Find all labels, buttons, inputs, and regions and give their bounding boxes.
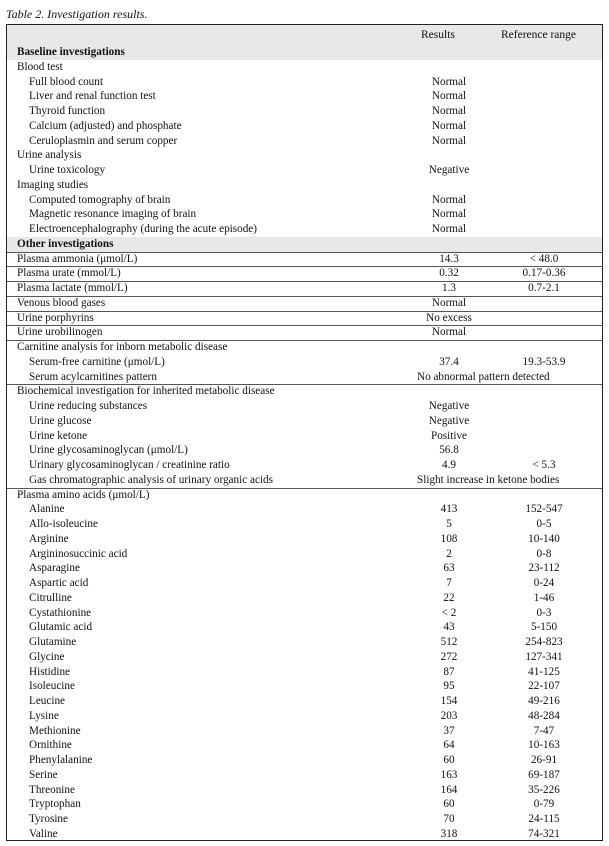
row-label: Thyroid function xyxy=(29,105,106,117)
row-label: Isoleucine xyxy=(29,680,75,693)
result-cell: 63 xyxy=(443,562,455,575)
table-row xyxy=(7,473,602,489)
result-cell: 0.32 xyxy=(439,267,459,280)
row-label: Plasma ammonia (μmol/L) xyxy=(17,252,138,265)
row-label: Urine ketone xyxy=(29,429,88,442)
row-label: Aspartic acid xyxy=(29,577,89,589)
table-row xyxy=(7,591,602,606)
result-cell: 203 xyxy=(440,709,458,722)
row-label: Blood test xyxy=(17,60,63,73)
row-label: Serine xyxy=(29,768,58,781)
result-cell: 108 xyxy=(440,532,458,545)
table-row xyxy=(7,281,602,297)
table-row xyxy=(7,266,602,282)
row-label: Urine toxicology xyxy=(29,164,106,176)
reference-range-cell: 254-823 xyxy=(525,636,563,648)
table-row xyxy=(7,443,602,458)
row-label: Urine porphyrins xyxy=(17,311,94,324)
table-row xyxy=(7,502,602,517)
table-row xyxy=(7,296,602,312)
reference-range-cell: 152-547 xyxy=(525,503,563,516)
table-row xyxy=(7,325,602,341)
result-cell: 318 xyxy=(440,827,458,840)
table-row xyxy=(7,75,602,90)
table-row xyxy=(7,488,602,503)
reference-range-cell: 48-284 xyxy=(528,709,560,722)
result-cell: < 2 xyxy=(441,606,457,619)
reference-range-cell: 69-187 xyxy=(528,768,560,781)
reference-range-cell: 1-46 xyxy=(533,591,555,604)
reference-range-cell: 0-3 xyxy=(536,606,552,619)
table-row xyxy=(7,193,602,208)
table-row xyxy=(7,119,602,134)
result-cell: 60 xyxy=(443,798,455,811)
reference-range-cell: 10-163 xyxy=(528,739,560,752)
result-cell: 512 xyxy=(440,636,458,648)
result-cell: Normal xyxy=(431,119,467,132)
row-label: Urine reducing substances xyxy=(29,400,148,412)
table-row xyxy=(7,311,602,327)
table-row xyxy=(7,576,602,591)
row-label: Plasma urate (mmol/L) xyxy=(17,267,121,280)
row-label: Allo-isoleucine xyxy=(29,518,98,530)
table-row xyxy=(7,163,602,178)
section-header-row xyxy=(7,45,602,60)
table-row xyxy=(7,399,602,414)
reference-range-cell: 10-140 xyxy=(528,532,560,545)
row-label: Urinary glycosaminoglycan / creatinine ratio xyxy=(29,459,230,471)
table-row xyxy=(7,738,602,753)
row-label: Serum acylcarnitines pattern xyxy=(29,370,157,383)
result-cell: Positive xyxy=(430,429,468,442)
table-row xyxy=(7,753,602,768)
row-label: Plasma lactate (mmol/L) xyxy=(17,282,128,294)
result-cell: No excess xyxy=(426,311,472,324)
row-label: Tyrosine xyxy=(29,813,68,825)
result-cell: 22 xyxy=(443,591,455,604)
row-label: Calcium (adjusted) and phosphate xyxy=(29,119,182,132)
results-table xyxy=(6,24,603,841)
result-cell: 60 xyxy=(443,754,455,766)
reference-column-header: Reference range xyxy=(501,29,577,41)
result-cell: 14.3 xyxy=(439,252,459,265)
row-label: Tryptophan xyxy=(29,798,81,811)
row-label: Argininosuccinic acid xyxy=(29,547,128,560)
result-cell: 87 xyxy=(443,665,455,678)
result-cell: Normal xyxy=(431,75,467,88)
result-cell: 43 xyxy=(443,621,455,634)
table-row xyxy=(7,252,602,268)
table-row xyxy=(7,104,602,119)
table-caption: Table 2. Investigation results. xyxy=(6,7,148,21)
row-label: Imaging studies xyxy=(17,178,89,191)
reference-range-cell: 0.17-0.36 xyxy=(522,267,566,280)
row-label: Phenylalanine xyxy=(29,754,93,766)
table-row xyxy=(7,89,602,104)
row-label: Leucine xyxy=(29,695,66,707)
table-row xyxy=(7,665,602,680)
row-label: Liver and renal function test xyxy=(29,90,156,103)
result-cell: 5 xyxy=(446,518,452,530)
reference-range-cell: 23-112 xyxy=(528,562,560,575)
row-label: Carnitine analysis for inborn metabolic disease xyxy=(17,341,228,353)
row-label: Full blood count xyxy=(29,75,103,88)
table-row xyxy=(7,797,602,812)
row-label: Magnetic resonance imaging of brain xyxy=(29,208,197,221)
result-cell: 37.4 xyxy=(439,355,459,368)
row-label: Electroencephalography (during the acute episode) xyxy=(29,223,257,235)
row-label: Valine xyxy=(29,827,58,840)
result-cell: 2 xyxy=(446,547,452,560)
result-cell: Normal xyxy=(431,105,467,117)
result-cell: 64 xyxy=(443,739,455,752)
row-label: Computed tomography of brain xyxy=(29,193,171,206)
reference-range-cell: 19.3-53.9 xyxy=(522,355,566,368)
row-label: Ornithine xyxy=(29,739,72,752)
table-row xyxy=(7,679,602,694)
table-row xyxy=(7,827,602,842)
row-label: Urine glucose xyxy=(29,414,92,427)
section-header-row xyxy=(7,237,602,253)
result-cell: Normal xyxy=(431,193,467,206)
row-label: Urine analysis xyxy=(17,149,82,162)
row-label: Alanine xyxy=(29,503,65,516)
results-column-header: Results xyxy=(421,29,455,41)
row-label: Glutamic acid xyxy=(29,621,93,634)
result-cell: Normal xyxy=(431,90,467,103)
row-label: Biochemical investigation for inherited metabolic disease xyxy=(17,385,275,398)
reference-range-cell: 0-8 xyxy=(536,547,552,560)
table-row xyxy=(7,694,602,709)
result-cell: 413 xyxy=(440,503,458,516)
reference-range-cell: 0-79 xyxy=(533,798,555,811)
reference-range-cell: 49-216 xyxy=(528,695,560,707)
row-label: Baseline investigations xyxy=(17,46,125,58)
reference-range-cell: < 5.3 xyxy=(532,459,556,471)
table-row xyxy=(7,340,602,355)
table-row xyxy=(7,709,602,724)
reference-range-cell: < 48.0 xyxy=(529,252,559,265)
row-label: Other investigations xyxy=(17,237,114,250)
row-label: Gas chromatographic analysis of urinary organic acids xyxy=(29,473,273,486)
reference-range-cell: 5-150 xyxy=(530,621,558,634)
result-cell: 70 xyxy=(443,813,455,825)
reference-range-cell: 0-5 xyxy=(536,518,552,530)
row-label: Plasma amino acids (μmol/L) xyxy=(17,488,150,501)
row-label: Arginine xyxy=(29,532,69,545)
reference-range-cell: 24-115 xyxy=(528,813,560,825)
row-label: Urine glycosaminoglycan (μmol/L) xyxy=(29,444,188,457)
reference-range-cell: 127-341 xyxy=(525,650,563,663)
table-row xyxy=(7,620,602,635)
table-row xyxy=(7,178,602,193)
result-cell: 56.8 xyxy=(439,444,459,457)
table-row xyxy=(7,783,602,798)
table-row xyxy=(7,532,602,547)
table-row xyxy=(7,60,602,75)
result-cell: 164 xyxy=(440,783,458,796)
result-cell: Normal xyxy=(431,208,467,221)
result-cell: 1.3 xyxy=(442,282,456,294)
table-row xyxy=(7,370,602,386)
table-row xyxy=(7,606,602,621)
reference-range-cell: 74-321 xyxy=(528,827,560,840)
row-label: Glycine xyxy=(29,650,65,663)
table-row xyxy=(7,134,602,149)
result-cell: Negative xyxy=(428,164,470,176)
result-cell: 95 xyxy=(443,680,455,693)
table-row xyxy=(7,768,602,783)
row-label: Urine urobilinogen xyxy=(17,326,103,339)
table-row xyxy=(7,517,602,532)
table-row xyxy=(7,635,602,650)
result-cell: Normal xyxy=(431,223,467,235)
row-label: Citrulline xyxy=(29,591,72,604)
row-label: Threonine xyxy=(29,783,75,796)
result-cell: 37 xyxy=(443,724,455,737)
table-row xyxy=(7,207,602,222)
row-label: Methionine xyxy=(29,724,81,737)
result-cell: 163 xyxy=(440,768,458,781)
result-cell: 154 xyxy=(440,695,458,707)
row-label: Cystathionine xyxy=(29,606,92,619)
result-cell: Normal xyxy=(431,326,467,339)
result-cell: Normal xyxy=(431,296,467,309)
result-cell: Negative xyxy=(428,400,470,412)
result-cell: Normal xyxy=(431,134,467,147)
table-row xyxy=(7,724,602,739)
result-cell: 7 xyxy=(446,577,452,589)
row-label: Histidine xyxy=(29,665,71,678)
result-cell: Negative xyxy=(428,414,470,427)
row-label: Serum-free carnitine (μmol/L) xyxy=(29,355,165,368)
reference-range-cell: 7-47 xyxy=(533,724,555,737)
reference-range-cell: 41-125 xyxy=(528,665,560,678)
table-row xyxy=(7,222,602,238)
row-label: Lysine xyxy=(29,709,59,722)
result-cell: 4.9 xyxy=(442,459,456,471)
table-row xyxy=(7,650,602,665)
table-row xyxy=(7,355,602,370)
reference-range-cell: 35-226 xyxy=(528,783,560,796)
table-header xyxy=(7,25,602,46)
reference-range-cell: 26-91 xyxy=(530,754,558,766)
reference-range-cell: 0-24 xyxy=(533,577,555,589)
row-label: Glutamine xyxy=(29,636,77,648)
table-row xyxy=(7,148,602,163)
result-cell: 272 xyxy=(440,650,458,663)
table-row xyxy=(7,547,602,562)
table-row xyxy=(7,812,602,827)
row-label: Venous blood gases xyxy=(17,296,106,309)
result-cell: No abnormal pattern detected xyxy=(417,370,550,383)
table-row xyxy=(7,414,602,429)
table-row xyxy=(7,429,602,444)
table-row xyxy=(7,561,602,576)
reference-range-cell: 0.7-2.1 xyxy=(528,282,560,294)
result-cell: Slight increase in ketone bodies xyxy=(417,473,560,486)
row-label: Ceruloplasmin and serum copper xyxy=(29,134,178,147)
row-label: Asparagine xyxy=(29,562,80,575)
reference-range-cell: 22-107 xyxy=(528,680,560,693)
table-row xyxy=(7,384,602,399)
table-row xyxy=(7,458,602,473)
